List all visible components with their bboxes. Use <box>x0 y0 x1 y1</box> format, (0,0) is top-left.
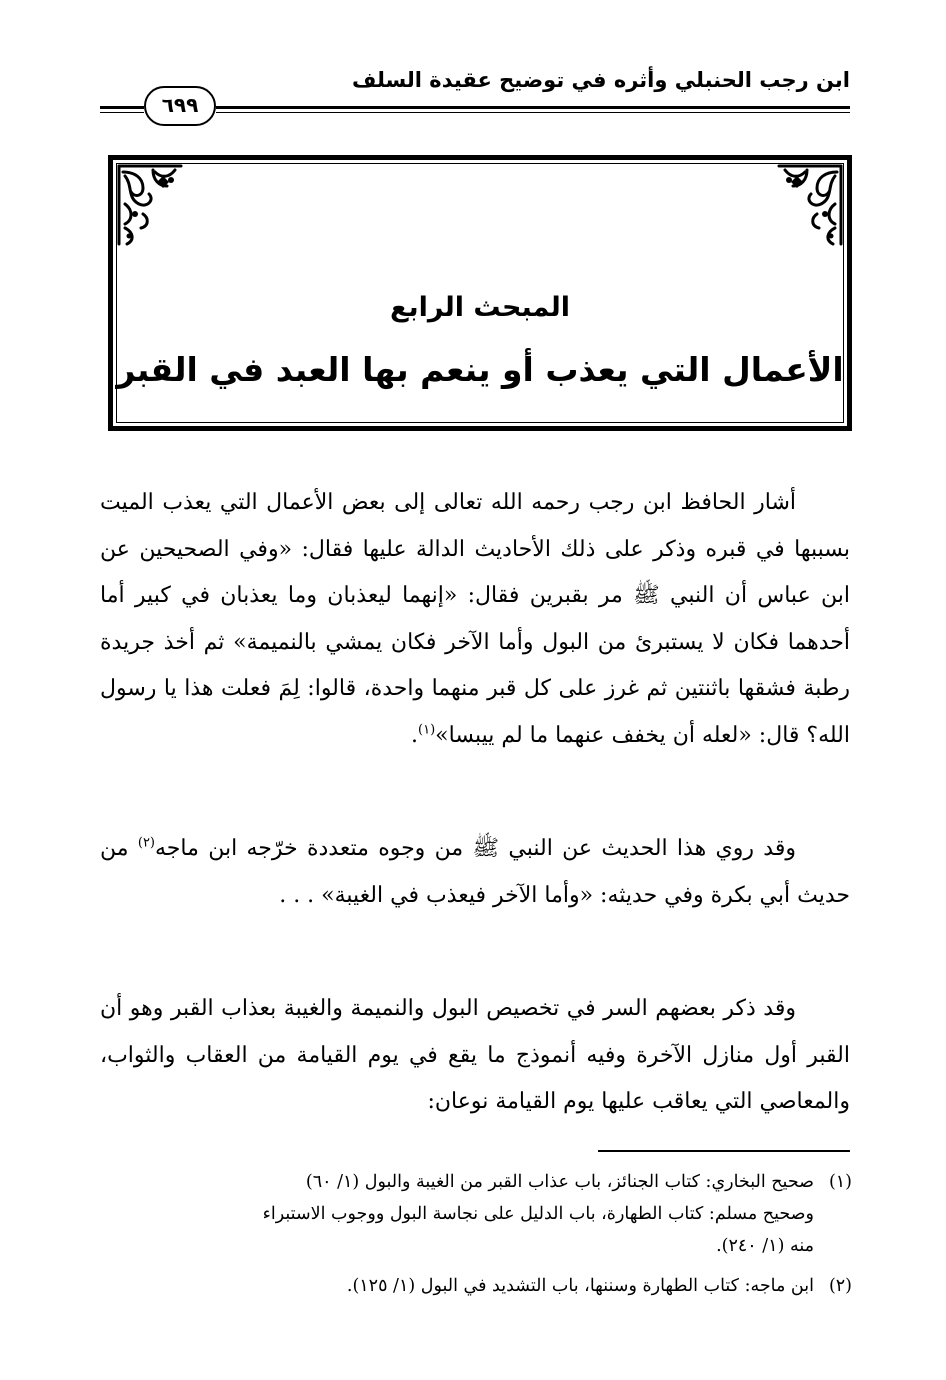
paragraph-text: وقد ذكر بعضهم السر في تخصيص البول والنميمة والغيبة بعذاب القبر وهو أن القبر أول منازل الآخرة وفيه أنموذج ما يقع في يوم القيامة من العقاب والثواب، والمعاصي التي يعاقب عليها يوم القيامة نوعان: <box>100 996 850 1114</box>
page-number: ٦٩٩ <box>144 86 216 126</box>
body-paragraph-1 <box>100 480 850 759</box>
footnote-ref[interactable]: (١) <box>418 722 436 738</box>
footnote-line: ابن ماجه: كتاب الطهارة وسننها، باب التشديد في البول (١/ ١٢٥). <box>346 1276 814 1296</box>
paragraph-text: أشار الحافظ ابن رجب رحمه الله تعالى إلى بعض الأعمال التي يعذب الميت بسببها في قبره وذكر على ذلك الأحاديث الدالة عليها فقال: «وفي الصحيحين عن ابن عباس أن النبي ﷺ مر بقبرين فقال: «إنهما ليعذبان وما يعذبان في كبير أما أحدهما فكان لا يستبرئ من البول وأما الآخر فكان يمشي بالنميمة» ثم أخذ جريدة رطبة فشقها باثنتين ثم غرز على كل قبر منهما واحدة، قالوا: لِمَ فعلت هذا يا رسول الله؟ قال: «لعله أن يخفف عنهما ما لم ييبسا» <box>100 490 850 748</box>
paragraph-text: وقد روي هذا الحديث عن النبي ﷺ من وجوه متعددة خرّجه ابن ماجه <box>155 836 796 861</box>
paragraph-end: . <box>411 722 419 748</box>
body-paragraph-2 <box>100 826 850 919</box>
header-rule-thin <box>216 112 850 113</box>
footnote-separator <box>598 1150 850 1152</box>
footnote-line: منه (١/ ٢٤٠). <box>716 1236 814 1256</box>
chapter-frame <box>108 155 852 431</box>
footnote-ref[interactable]: (٢) <box>137 835 155 851</box>
footnote-line: وصحيح مسلم: كتاب الطهارة، باب الدليل على نجاسة البول ووجوب الاستبراء <box>262 1204 814 1224</box>
header-rule <box>216 106 850 109</box>
footnote-2 <box>100 1270 852 1302</box>
page-header <box>100 66 850 126</box>
book-title: ابن رجب الحنبلي وأثره في توضيح عقيدة السلف <box>351 68 850 92</box>
footnote-mark: (٢) <box>828 1276 852 1296</box>
corner-ornament-icon <box>777 164 843 246</box>
section-heading: المبحث الرابع <box>390 292 570 323</box>
header-rule-left-thin <box>100 112 144 113</box>
body-paragraph-3 <box>100 986 850 1126</box>
footnote-mark: (١) <box>828 1172 852 1192</box>
section-title: الأعمال التي يعذب أو ينعم بها العبد في القبر <box>116 350 844 389</box>
paragraph-text: من حديث أبي بكرة وفي حديثه: «وأما الآخر فيعذب في الغيبة» . . . <box>100 836 850 908</box>
footnotes <box>100 1166 852 1310</box>
header-rule-left <box>100 106 144 109</box>
footnote-1 <box>100 1166 852 1262</box>
footnote-line: صحيح البخاري: كتاب الجنائز، باب عذاب القبر من الغيبة والبول (١/ ٦٠) <box>305 1172 814 1192</box>
corner-ornament-icon <box>117 164 183 246</box>
